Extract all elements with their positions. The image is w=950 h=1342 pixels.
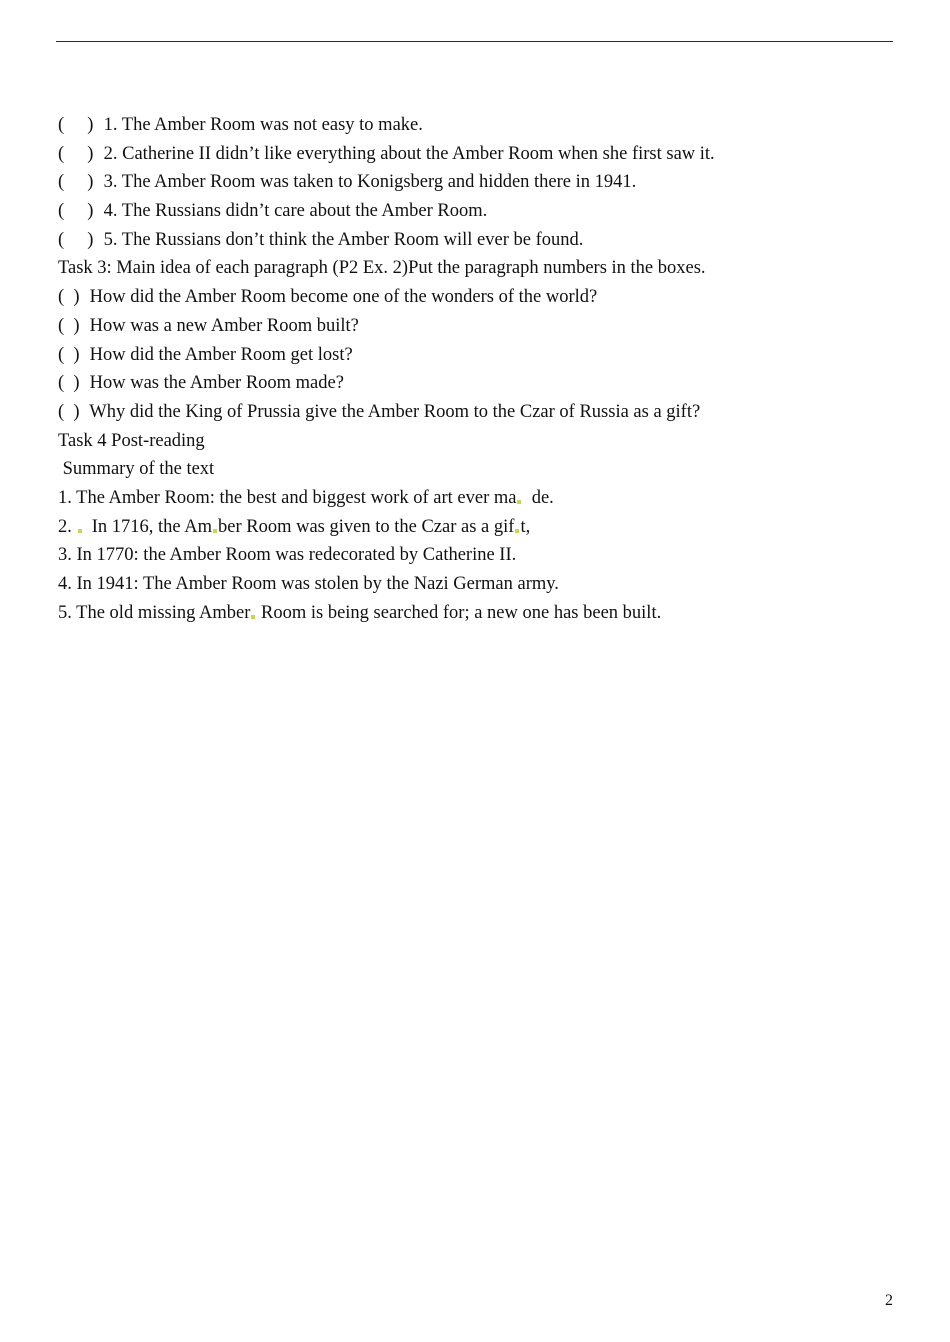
tf-question-2 — [58, 140, 918, 169]
summary-line-3: 3. In 1770: the Amber Room was redecorated by Catherine II. — [58, 545, 517, 566]
summary-text: 1. The Amber Room: the best and biggest work of art ever ma — [58, 487, 517, 508]
header-rule — [56, 41, 893, 42]
task3-item-2 — [58, 312, 918, 341]
summary-text: 5. The old missing Amber — [58, 602, 251, 623]
tf-question-4 — [58, 197, 918, 226]
answer-blank: ( ) — [58, 201, 94, 222]
task3-item-4 — [58, 369, 918, 398]
task3-heading: Task 3: Main idea of each paragraph (P2 Ex. 2)Put the paragraph numbers in the boxes. — [58, 258, 706, 279]
summary-text: de. — [522, 487, 554, 508]
question-text: 4. The Russians didn’t care about the Amber Room. — [99, 201, 488, 222]
task3-item-5 — [58, 398, 918, 427]
summary-subheading: Summary of the text — [58, 459, 215, 480]
item-text: Why did the King of Prussia give the Amber Room to the Czar of Russia as a gift? — [85, 401, 701, 422]
edit-mark — [78, 529, 82, 533]
task3-item-1 — [58, 283, 918, 312]
answer-blank: ( ) — [58, 315, 80, 336]
document-body — [58, 111, 918, 627]
tf-question-5 — [58, 226, 918, 255]
question-text: 5. The Russians don’t think the Amber Room will ever be found. — [99, 229, 584, 250]
tf-question-3 — [58, 168, 918, 197]
summary-text: ber Room was given to the Czar as a gif — [218, 516, 515, 537]
page-number: 2 — [885, 1292, 893, 1309]
edit-mark — [515, 529, 519, 533]
answer-blank: ( ) — [58, 143, 94, 164]
answer-blank: ( ) — [58, 401, 80, 422]
item-text: How did the Amber Room become one of the wonders of the world? — [85, 287, 598, 308]
summary-line-5 — [58, 599, 918, 628]
question-text: 3. The Amber Room was taken to Konigsberg and hidden there in 1941. — [99, 172, 637, 193]
summary-text: 2. — [58, 516, 77, 537]
summary-text: t, — [520, 516, 531, 537]
question-text: 1. The Amber Room was not easy to make. — [99, 115, 423, 135]
item-text: How was a new Amber Room built? — [85, 315, 359, 336]
summary-text: In 1716, the Am — [82, 516, 212, 537]
question-text: 2. Catherine II didn’t like everything about the Amber Room when she first saw it. — [99, 143, 715, 164]
answer-blank: ( ) — [58, 287, 80, 308]
answer-blank: ( ) — [58, 229, 94, 250]
edit-mark — [517, 500, 521, 504]
item-text: How did the Amber Room get lost? — [85, 344, 353, 365]
task3-item-3 — [58, 341, 918, 370]
edit-mark — [213, 529, 217, 533]
edit-mark — [251, 615, 255, 619]
answer-blank: ( ) — [58, 172, 94, 193]
summary-text: Room is being searched for; a new one has been built. — [256, 602, 662, 623]
summary-line-4: 4. In 1941: The Amber Room was stolen by the Nazi German army. — [58, 574, 559, 594]
summary-line-2 — [58, 513, 918, 542]
tf-question-1 — [58, 111, 918, 140]
task4-heading: Task 4 Post-reading — [58, 430, 205, 451]
summary-line-1 — [58, 484, 918, 513]
answer-blank: ( ) — [58, 373, 80, 394]
answer-blank: ( ) — [58, 344, 80, 365]
answer-blank: ( ) — [58, 115, 94, 135]
item-text: How was the Amber Room made? — [85, 373, 344, 394]
